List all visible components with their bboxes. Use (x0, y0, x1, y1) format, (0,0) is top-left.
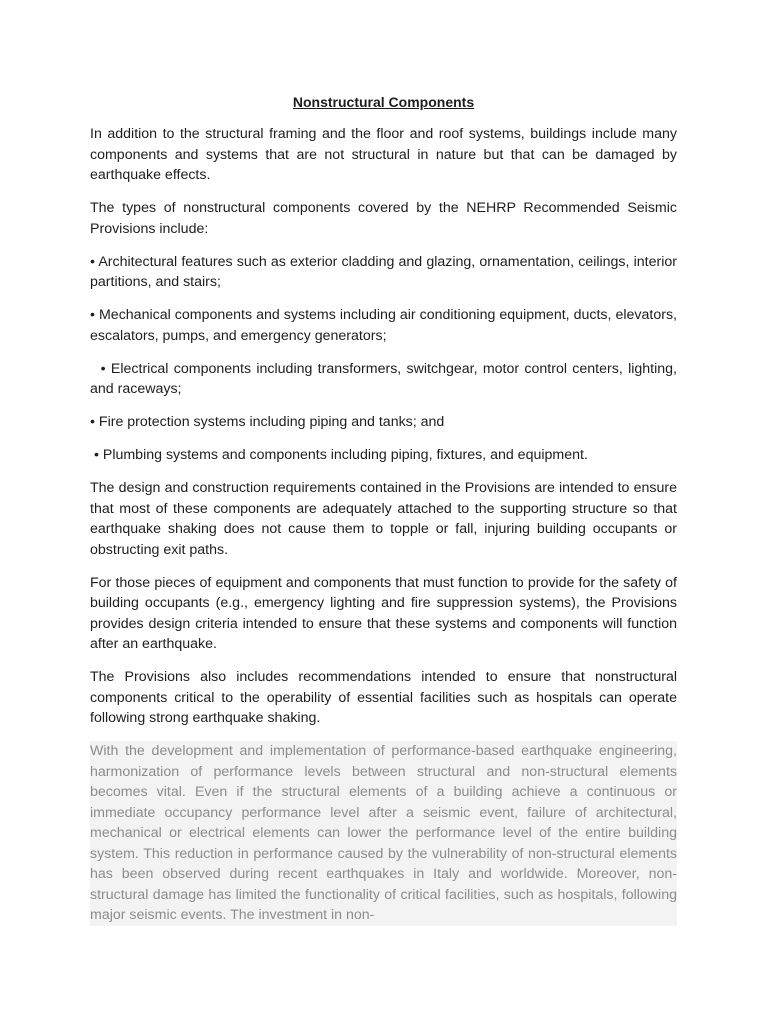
bullet-electrical: • Electrical components including transformers, switchgear, motor control centers, lighting, and raceways; (90, 360, 681, 397)
intro-paragraph: In addition to the structural framing and the floor and roof systems, buildings include many components and systems that are not structural in nature but that can be damaged by earthquake effects. (90, 126, 677, 183)
bullet-mechanical: • Mechanical components and systems including air conditioning equipment, ducts, elevators, escalators, pumps, and emergency generators; (90, 307, 677, 344)
bullet-plumbing: • Plumbing systems and components including piping, fixtures, and equipment. (90, 447, 588, 463)
document-title: Nonstructural Components (292, 94, 475, 110)
types-paragraph: The types of nonstructural components covered by the NEHRP Recommended Seismic Provisions include: (90, 200, 677, 237)
document-page (90, 92, 681, 938)
equipment-function-paragraph: For those pieces of equipment and components that must function to provide for the safety of building occupants (e.g., emergency lighting and fire suppression systems), the Provisions provides design criteria intended to ensure that these systems and components will function after an earthquake. (90, 574, 677, 652)
design-requirements-paragraph: The design and construction requirements contained in the Provisions are intended to ensure that most of these components are adequately attached to the supporting structure so that earthquake shaking does not cause them to topple or fall, injuring building occupants or obstructing exit paths. (90, 480, 677, 558)
essential-facilities-paragraph: The Provisions also includes recommendations intended to ensure that nonstructural components critical to the operability of essential facilities such as hospitals can operate following strong earthquake shaking. (90, 669, 677, 726)
faded-preview-paragraph: With the development and implementation of performance-based earthquake engineering, harmonization of performance levels between structural and non-structural elements becomes vital. Even if the structural elements of a building achieve a continuous or immediate occupancy performance level after a seismic event, failure of architectural, mechanical or electrical elements can lower the performance level of the entire building system. This reduction in performance caused by the vulnerability of non-structural elements has been observed during recent earthquakes in Italy and worldwide. Moreover, non-structural damage has limited the functionality of critical facilities, such as hospitals, following major seismic events. The investment in non- (90, 741, 677, 926)
bullet-architectural: • Architectural features such as exterior cladding and glazing, ornamentation, ceilings, interior partitions, and stairs; (90, 253, 677, 290)
bullet-fire-protection: • Fire protection systems including piping and tanks; and (90, 414, 445, 430)
